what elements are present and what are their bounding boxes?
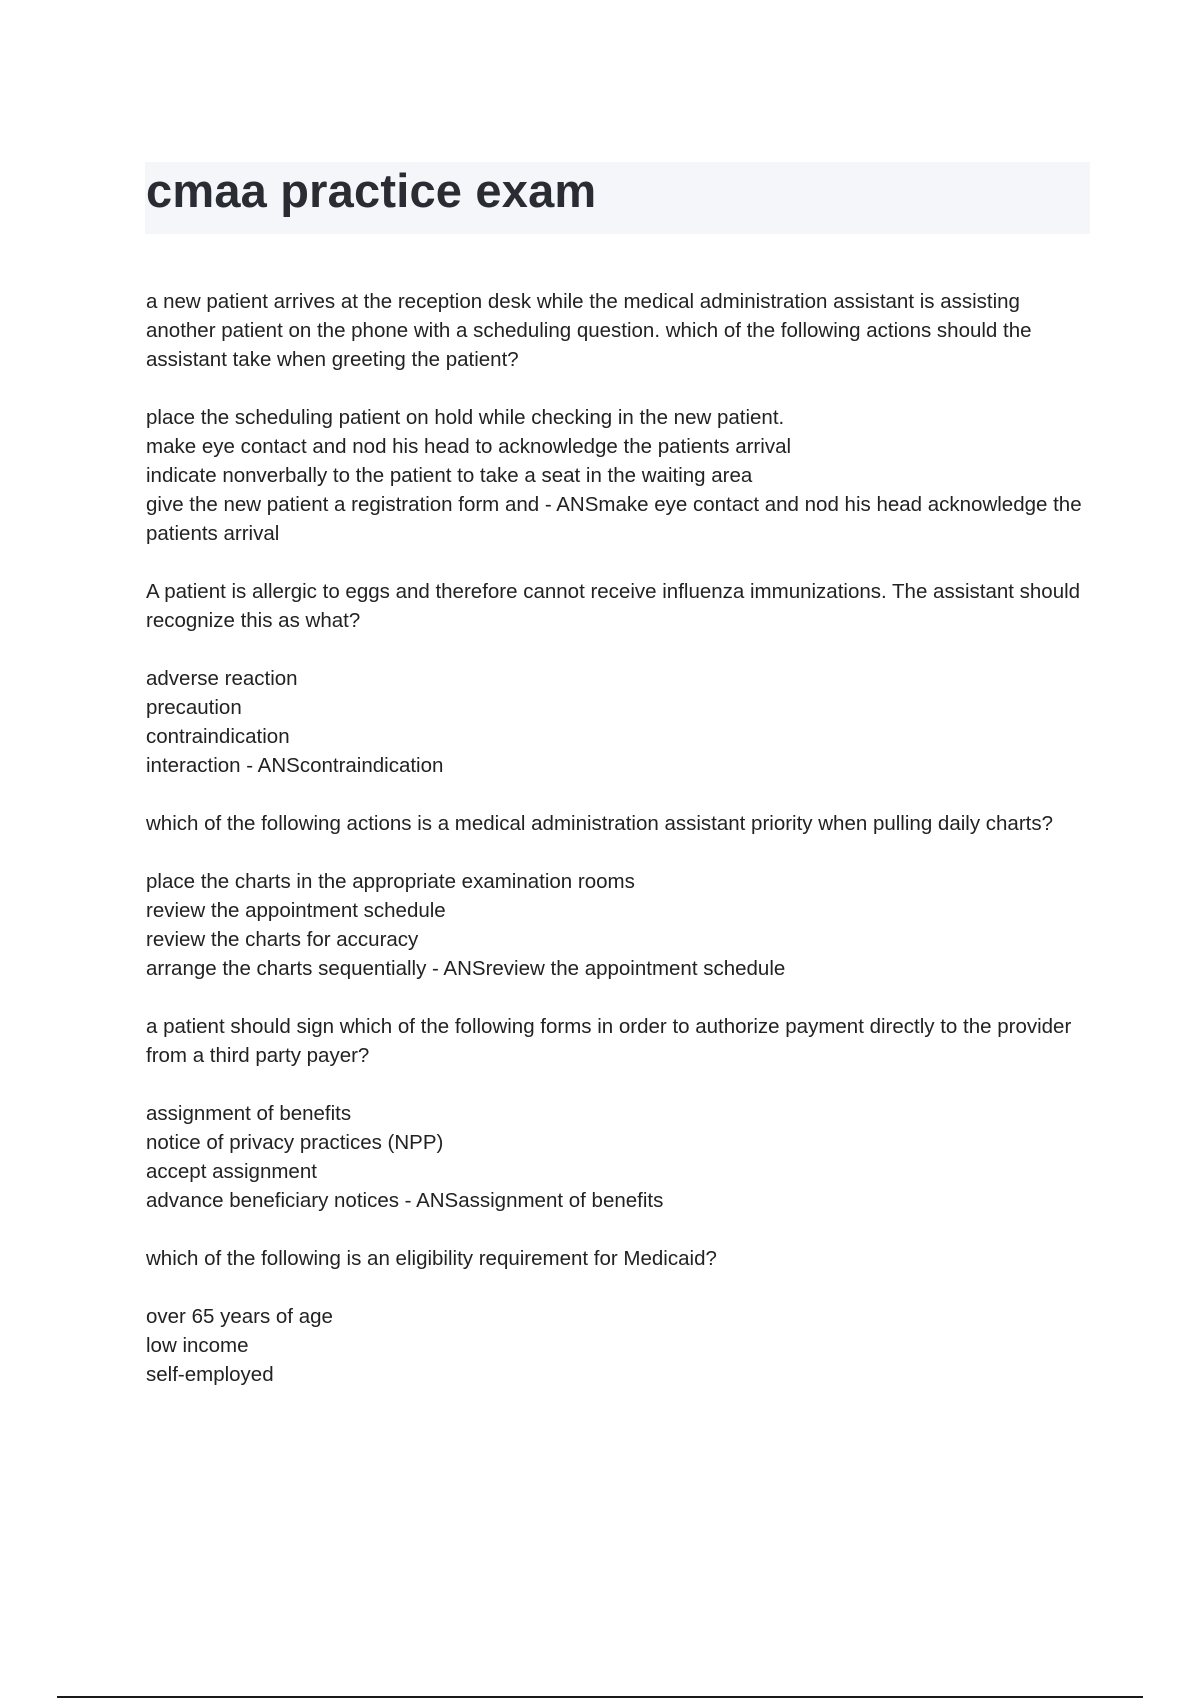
- option-item: advance beneficiary notices - ANSassignment of benefits: [146, 1189, 664, 1212]
- question-text: a new patient arrives at the reception desk while the medical administration assistant is assisting another patient on the phone with a scheduling question. which of the following actions should the assistant take when greeting the patient?: [146, 290, 1032, 371]
- option-item: make eye contact and nod his head to acknowledge the patients arrival: [146, 435, 792, 458]
- option-item: arrange the charts sequentially - ANSreview the appointment schedule: [146, 957, 786, 980]
- option-item: review the charts for accuracy: [146, 928, 419, 951]
- option-item: accept assignment: [146, 1160, 317, 1183]
- option-item: give the new patient a registration form and - ANSmake eye contact and nod his head acknowledge the patients arrival: [146, 493, 1082, 545]
- option-item: assignment of benefits: [146, 1102, 352, 1125]
- option-item: over 65 years of age: [146, 1305, 333, 1328]
- option-list: [146, 867, 1091, 983]
- footer-divider: [57, 1696, 1143, 1698]
- question-text: a patient should sign which of the following forms in order to authorize payment directly to the provider from a third party payer?: [146, 1015, 1072, 1067]
- option-item: place the scheduling patient on hold while checking in the new patient.: [146, 406, 785, 429]
- option-item: place the charts in the appropriate examination rooms: [146, 870, 635, 893]
- option-list: [146, 1099, 1091, 1215]
- option-item: low income: [146, 1334, 249, 1357]
- question-text: which of the following is an eligibility requirement for Medicaid?: [146, 1247, 717, 1270]
- option-item: self-employed: [146, 1363, 274, 1386]
- option-item: notice of privacy practices (NPP): [146, 1131, 444, 1154]
- question-list: [146, 287, 1091, 1418]
- option-item: contraindication: [146, 725, 290, 748]
- option-list: [146, 664, 1091, 780]
- option-item: interaction - ANScontraindication: [146, 754, 444, 777]
- option-list: [146, 403, 1091, 548]
- question-text: which of the following actions is a medical administration assistant priority when pulling daily charts?: [146, 812, 1053, 835]
- option-item: adverse reaction: [146, 667, 298, 690]
- option-item: review the appointment schedule: [146, 899, 446, 922]
- option-item: indicate nonverbally to the patient to take a seat in the waiting area: [146, 464, 753, 487]
- option-item: precaution: [146, 696, 242, 719]
- page-title: cmaa practice exam: [146, 164, 597, 217]
- question-text: A patient is allergic to eggs and therefore cannot receive influenza immunizations. The assistant should recognize this as what?: [146, 580, 1081, 632]
- option-list: [146, 1302, 1091, 1389]
